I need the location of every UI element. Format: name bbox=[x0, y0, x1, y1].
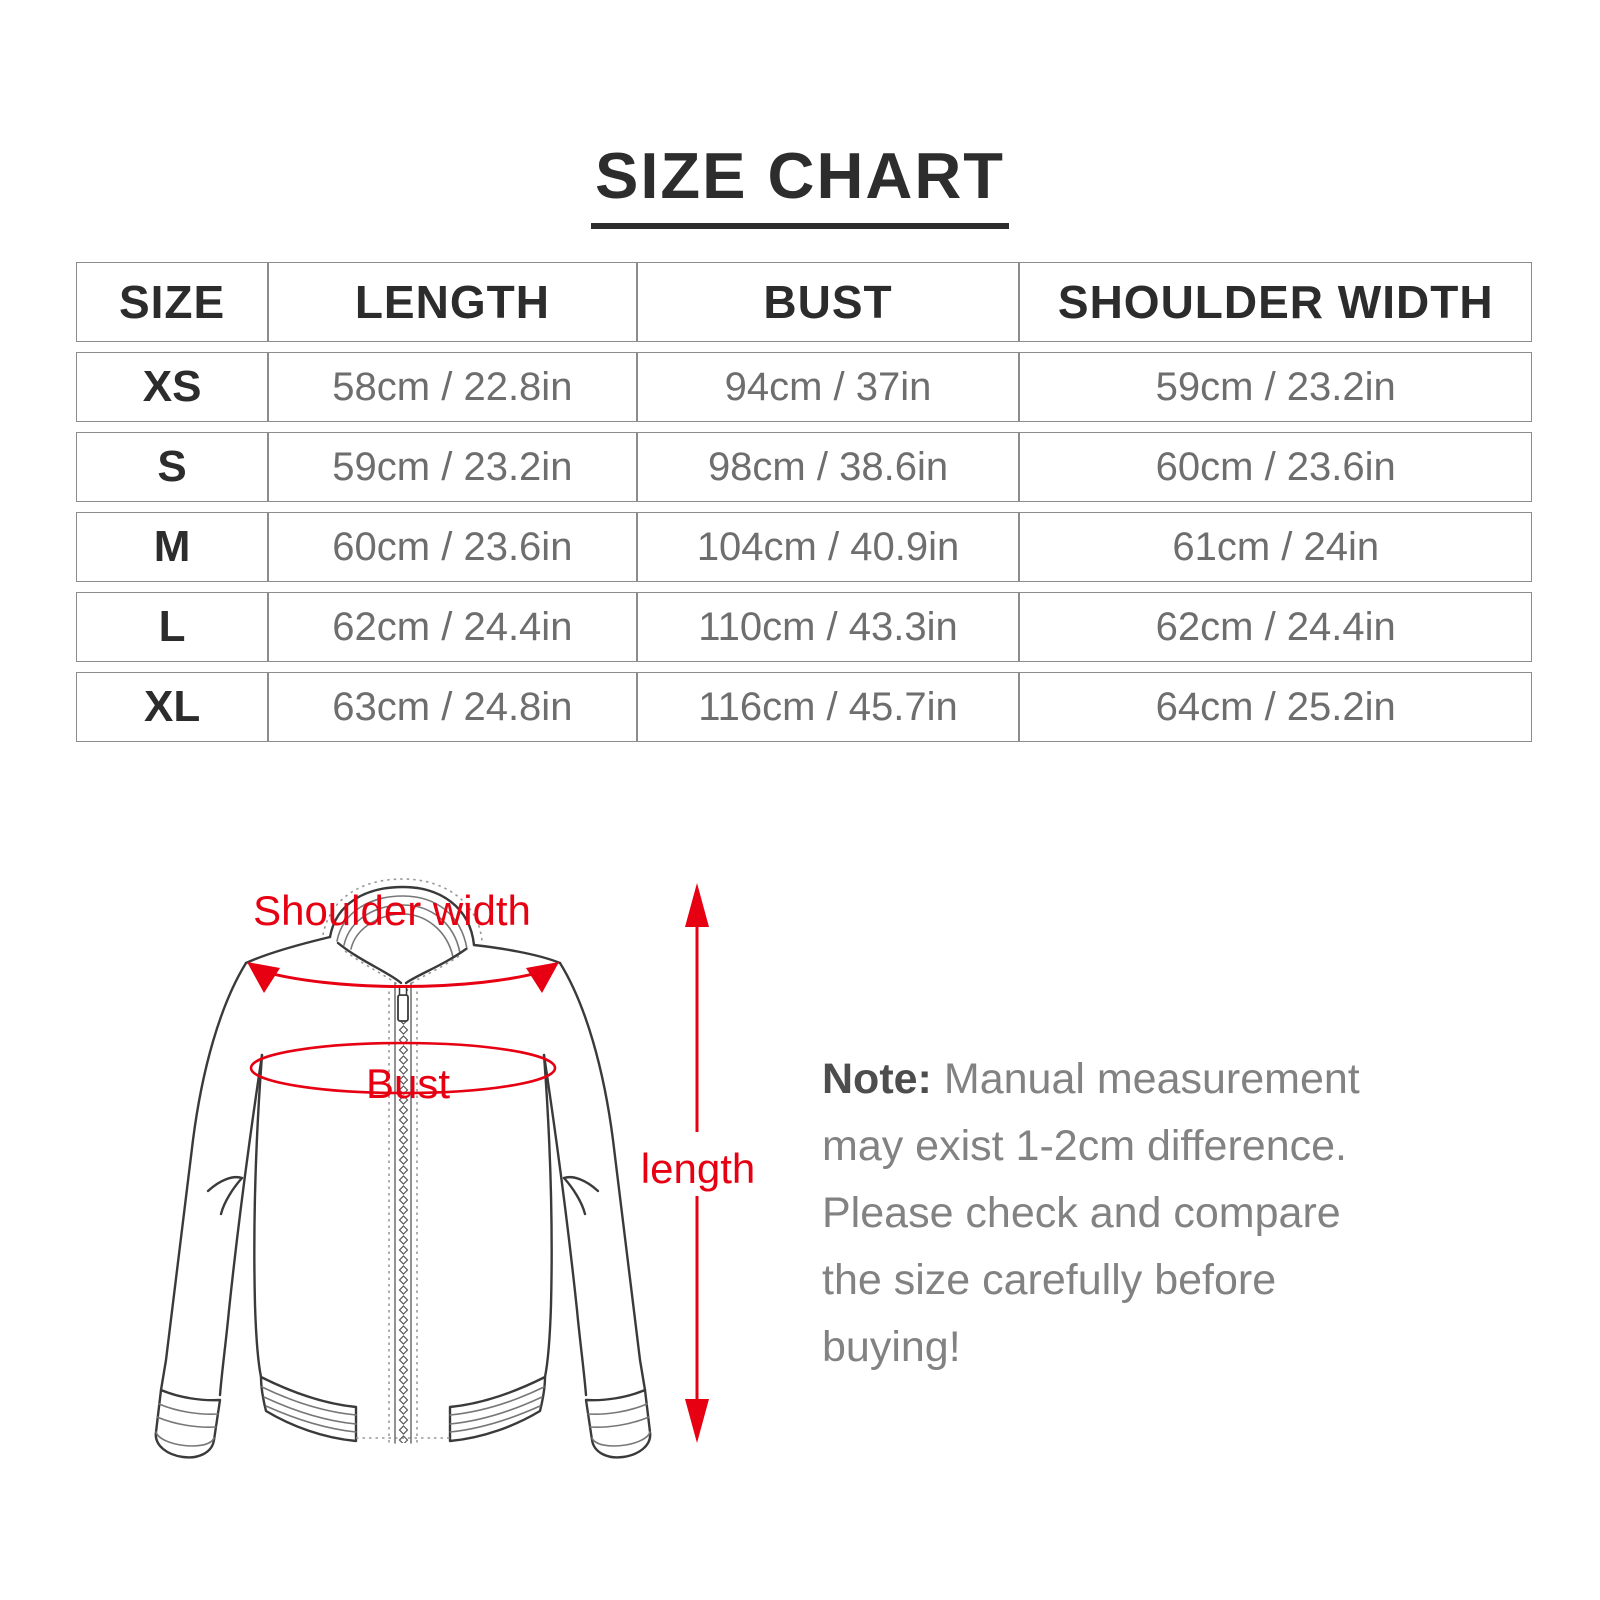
jacket-illustration bbox=[90, 855, 790, 1480]
table-header-row bbox=[76, 262, 1532, 342]
col-header-size: SIZE bbox=[76, 262, 268, 342]
zipper-slider bbox=[400, 987, 407, 995]
cell-bust: 110cm / 43.3in bbox=[637, 592, 1020, 662]
table-row-xl bbox=[76, 672, 1532, 742]
page-title: SIZE CHART bbox=[591, 138, 1009, 229]
col-header-shoulder-width: SHOULDER WIDTH bbox=[1019, 262, 1532, 342]
table-row-m bbox=[76, 512, 1532, 582]
cell-size: XS bbox=[76, 352, 268, 422]
cell-bust: 104cm / 40.9in bbox=[637, 512, 1020, 582]
arrowhead-up-icon bbox=[685, 883, 709, 927]
jacket-shoulders bbox=[246, 937, 560, 963]
measurement-diagram bbox=[90, 855, 790, 1480]
cell-shoulder-width: 59cm / 23.2in bbox=[1019, 352, 1532, 422]
zipper-pull bbox=[398, 995, 408, 1021]
note-label: Note: bbox=[822, 1055, 932, 1103]
note-body: Manual measurement may exist 1-2cm difference. Please check and compare the size carefully before buying! bbox=[822, 1055, 1360, 1371]
cell-shoulder-width: 64cm / 25.2in bbox=[1019, 672, 1532, 742]
arrowhead-down-icon bbox=[685, 1399, 709, 1443]
size-table bbox=[76, 252, 1532, 752]
jacket-drawing bbox=[156, 879, 650, 1457]
arrowhead-left-icon bbox=[247, 962, 280, 993]
jacket-zipper bbox=[389, 983, 417, 1443]
cell-size: M bbox=[76, 512, 268, 582]
length-label: length bbox=[640, 1145, 756, 1192]
cell-length: 58cm / 22.8in bbox=[268, 352, 636, 422]
zipper-teeth bbox=[398, 985, 409, 1443]
table-row-s bbox=[76, 432, 1532, 502]
arrowhead-right-icon bbox=[526, 962, 559, 993]
cell-shoulder-width: 61cm / 24in bbox=[1019, 512, 1532, 582]
cell-length: 63cm / 24.8in bbox=[268, 672, 636, 742]
cell-bust: 94cm / 37in bbox=[637, 352, 1020, 422]
shoulder-width-arrow bbox=[258, 970, 548, 987]
note-text bbox=[822, 1046, 1407, 1381]
shoulder-width-annotation bbox=[247, 887, 559, 993]
shoulder-width-label: Shoulder width bbox=[253, 887, 531, 934]
cell-length: 60cm / 23.6in bbox=[268, 512, 636, 582]
jacket-sleeve-left bbox=[156, 963, 262, 1457]
cell-size: XL bbox=[76, 672, 268, 742]
cell-bust: 98cm / 38.6in bbox=[637, 432, 1020, 502]
cell-length: 59cm / 23.2in bbox=[268, 432, 636, 502]
bust-label: Bust bbox=[365, 1060, 451, 1107]
title-section bbox=[0, 138, 1600, 229]
jacket-sleeve-right bbox=[544, 963, 650, 1457]
length-annotation bbox=[641, 883, 755, 1443]
cell-size: L bbox=[76, 592, 268, 662]
cell-length: 62cm / 24.4in bbox=[268, 592, 636, 662]
cell-shoulder-width: 62cm / 24.4in bbox=[1019, 592, 1532, 662]
col-header-bust: BUST bbox=[637, 262, 1020, 342]
cell-size: S bbox=[76, 432, 268, 502]
col-header-length: LENGTH bbox=[268, 262, 636, 342]
cell-bust: 116cm / 45.7in bbox=[637, 672, 1020, 742]
table-row-xs bbox=[76, 352, 1532, 422]
cell-shoulder-width: 60cm / 23.6in bbox=[1019, 432, 1532, 502]
table-row-l bbox=[76, 592, 1532, 662]
